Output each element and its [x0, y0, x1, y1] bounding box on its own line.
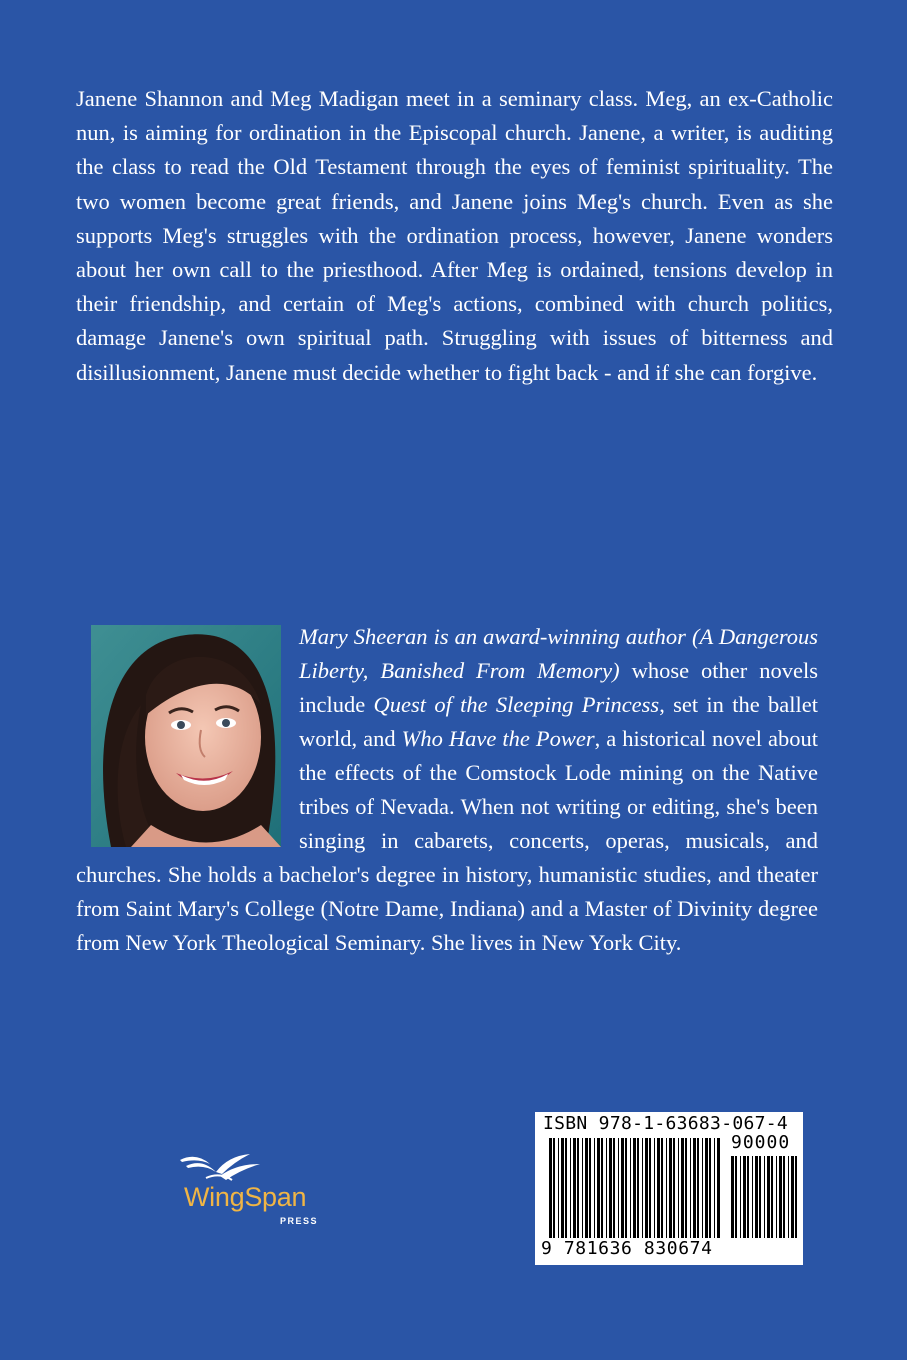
isbn-label: ISBN 978-1-63683-067-4 [543, 1113, 789, 1134]
price-code: 90000 [731, 1132, 791, 1153]
book-blurb: Janene Shannon and Meg Madigan meet in a seminary class. Meg, an ex-Catholic nun, is aiming for ordination in the Episcopal church. Janene, a writer, is auditing the class to read the Old Testament through the eyes of feminist spirituality. The two women become great friends, and Janene joins Meg's church. Even as she supports Meg's struggles with the ordination process, however, Janene wonders about her own call to the priesthood. After Meg is ordained, tensions develop in their friendship, and certain of Meg's actions, combined with church politics, damage Janene's own spiritual path. Struggling with issues of bitterness and disillusionment, Janene must decide whether to fight back - and if she can forgive. [76, 86, 833, 385]
bio-intro: Mary Sheeran is an award-winning author (A Dangerous Liberty, Banished From Memory) [299, 624, 818, 683]
bio-title2: Who Have the Power [401, 726, 595, 751]
wings-icon [176, 1150, 266, 1186]
bio-title1: Quest of the Sleeping Princess [373, 692, 660, 717]
publisher-logo [176, 1150, 336, 1235]
bio-part3: , a historical novel about the effects of the Comstock Lode mining on the Native tribes of Nevada. When not writing or editing, she's been singing in cabarets, concerts, operas, musicals, and churches. She holds a bachelor's degree in history, humanistic studies, and theater from Saint Mary's College (Notre Dame, Indiana) and a Master of Divinity degree from New York Theological Seminary. She lives in New York City. [76, 726, 818, 955]
isbn-barcode [535, 1112, 803, 1265]
bio-part1: whose other novels include [299, 658, 818, 717]
publisher-name: WingSpan [184, 1182, 307, 1212]
author-bio [76, 620, 818, 960]
ean-digits: 9 781636 830674 [541, 1238, 713, 1259]
bio-part2: , set in the ballet world, and [299, 692, 818, 751]
publisher-sub: PRESS [280, 1216, 319, 1226]
